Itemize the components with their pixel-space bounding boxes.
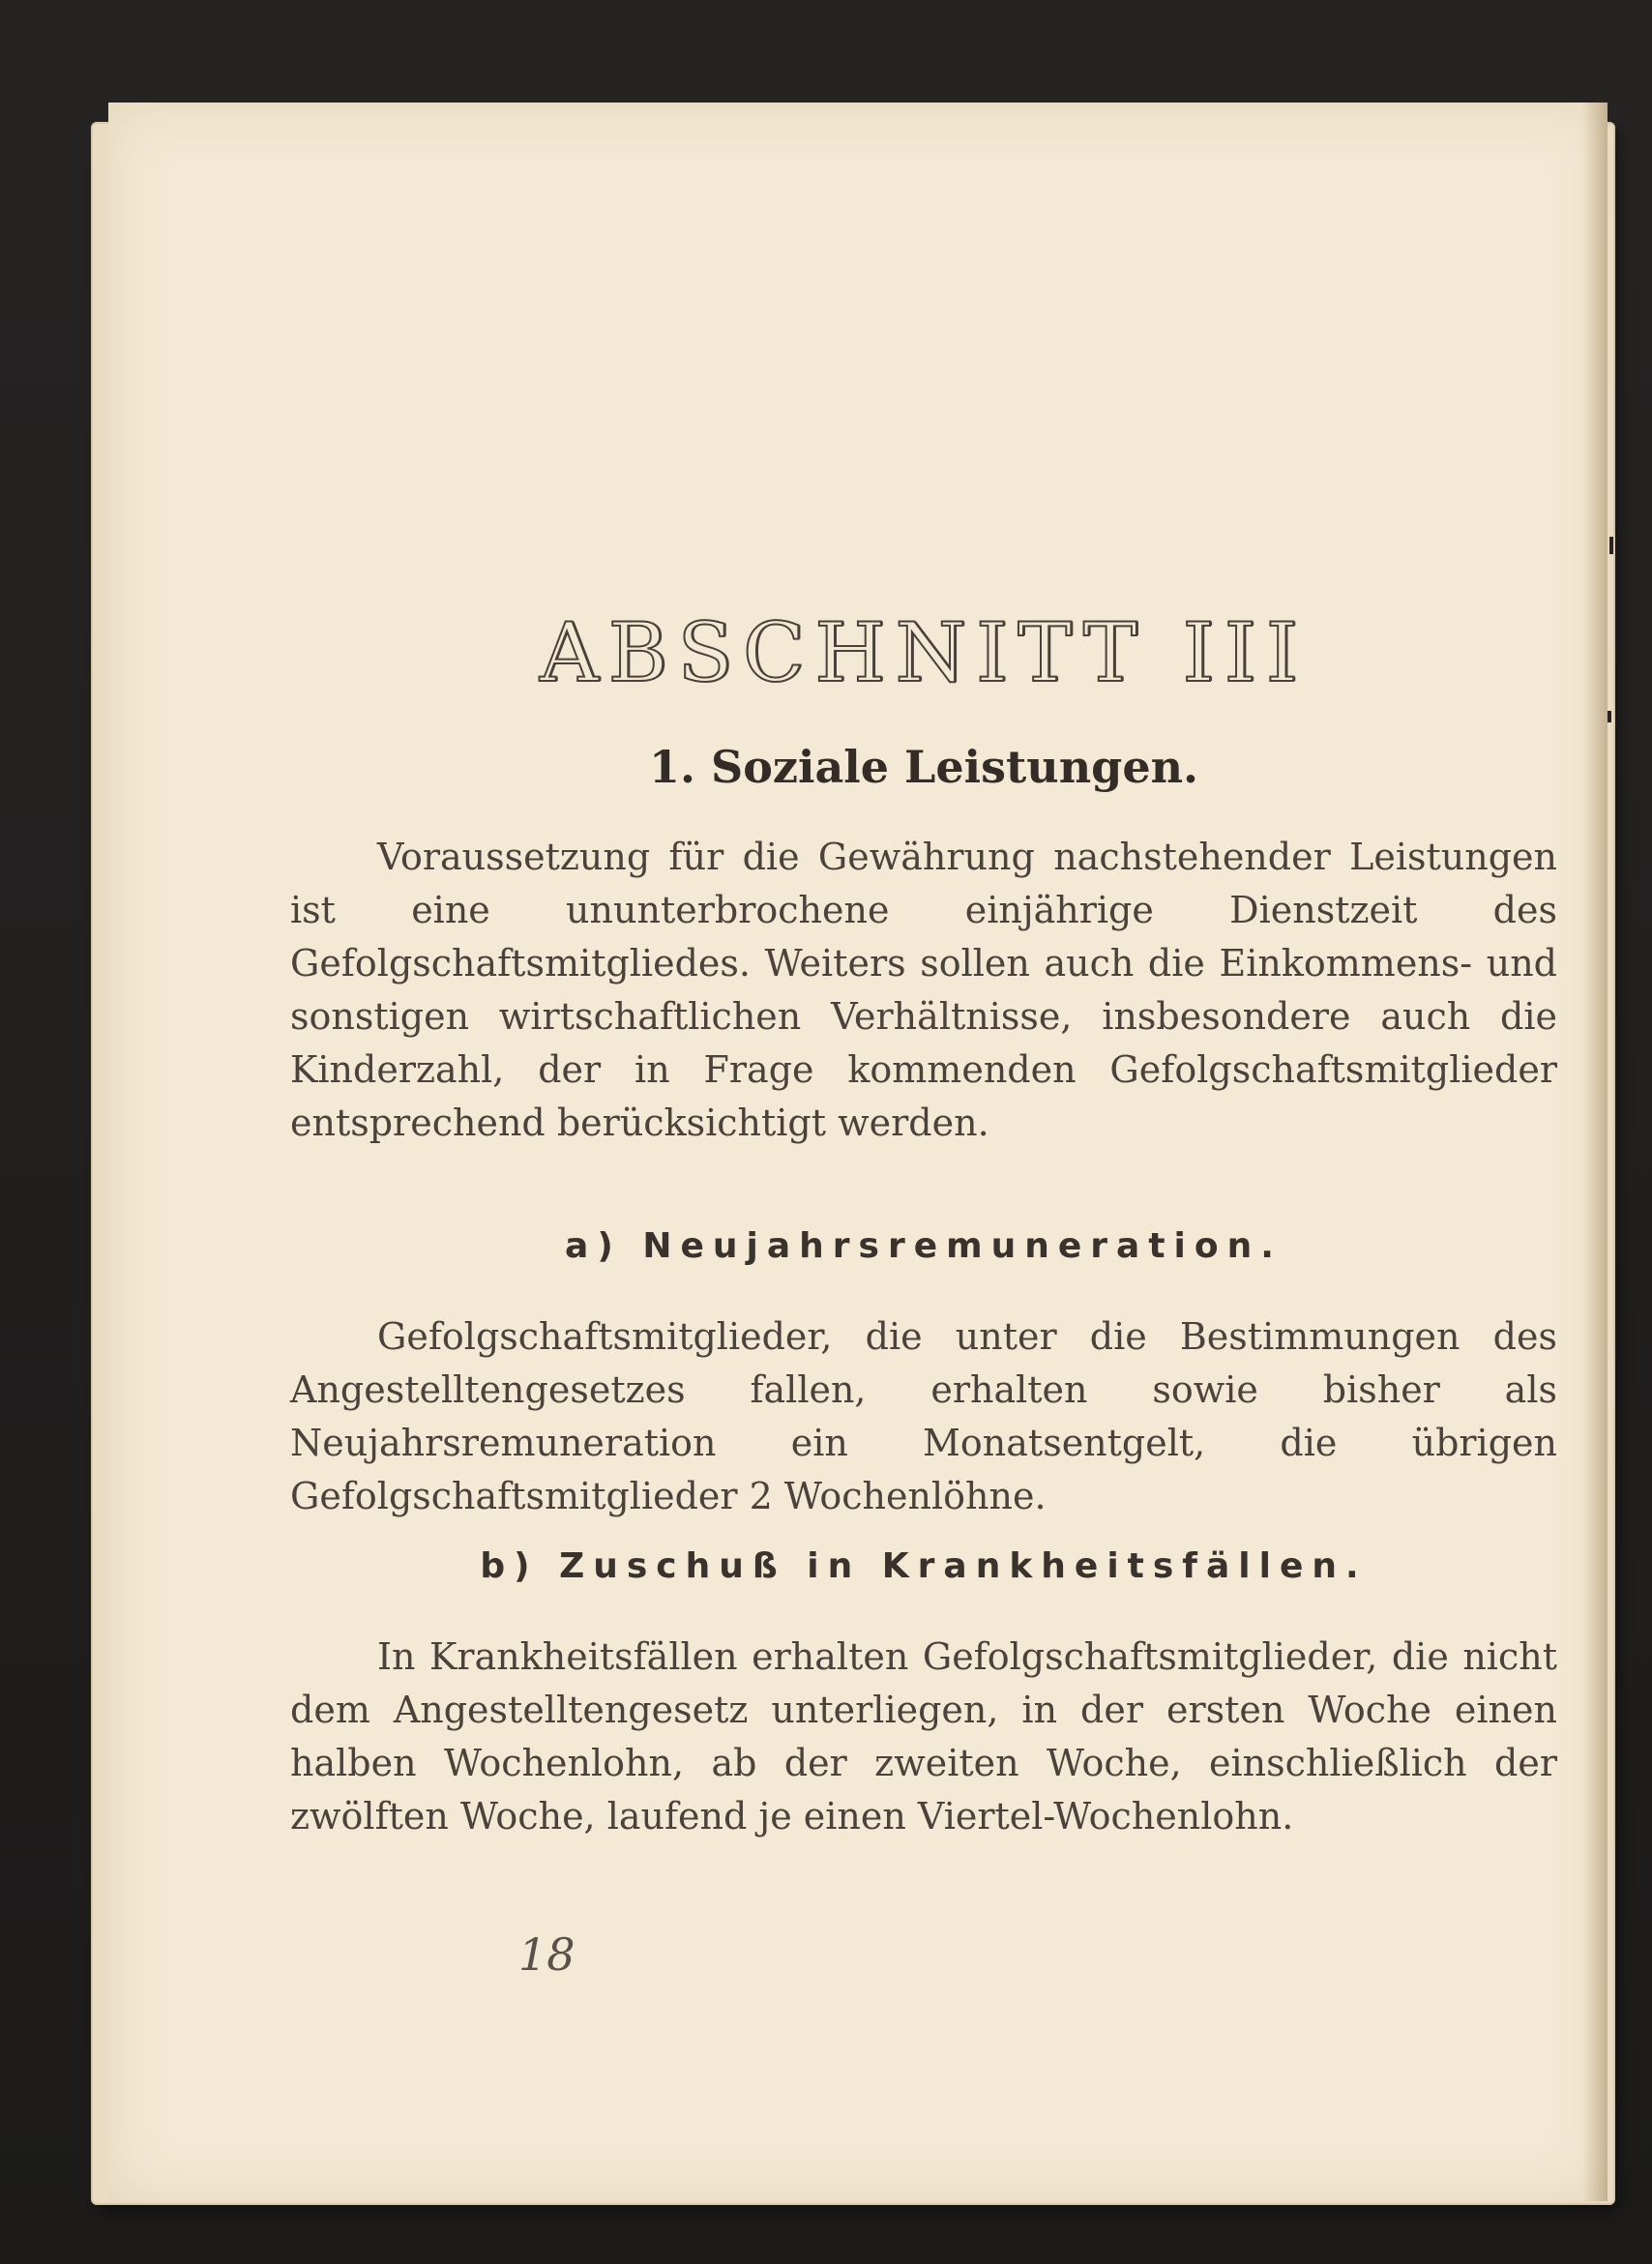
subheading-neujahrsremuneration: a) Neujahrsremuneration. xyxy=(565,1226,1283,1266)
subheading-krankheitsfaelle: b) Zuschuß in Krankheitsfällen. xyxy=(480,1546,1368,1586)
page-gutter-shadow xyxy=(1582,103,1608,2201)
subsection-title: 1. Soziale Leistungen. xyxy=(648,741,1199,793)
book-page xyxy=(108,103,1608,2201)
stray-mark xyxy=(1608,711,1611,722)
page-number: 18 xyxy=(518,1928,575,1981)
paragraph-neujahrsremuneration: Gefolgschaftsmitglieder, die unter die Bestimmungen des Angestelltengesetzes fallen, erhalten sowie bisher als Neujahrsremuneration ein Monatsentgelt, die übrigen Gefolgschaftsmitglieder 2 Wochenlöhne. xyxy=(290,1315,1557,1517)
section-heading: ABSCHNITT III xyxy=(539,605,1308,700)
paragraph-krankheitsfaelle: In Krankheitsfällen erhalten Gefolgschaftsmitglieder, die nicht dem Angestelltengesetz unterliegen, in der ersten Woche einen halben Wochenlohn, ab der zweiten Woche, einschließlich der zwölften Woche, laufend je einen Viertel-Wochenlohn. xyxy=(290,1635,1557,1838)
intro-paragraph: Voraussetzung für die Gewährung nachstehender Leistungen ist eine ununterbrochene einjährige Dienstzeit des Gefolgschaftsmitgliedes. Weiters sollen auch die Einkommens- und sonstigen wirtschaftlichen Verhältnisse, insbesondere auch die Kinderzahl, der in Frage kommenden Gefolgschaftsmitglieder entsprechend berücksichtigt werden. xyxy=(290,836,1557,1144)
stray-mark xyxy=(1609,537,1613,554)
